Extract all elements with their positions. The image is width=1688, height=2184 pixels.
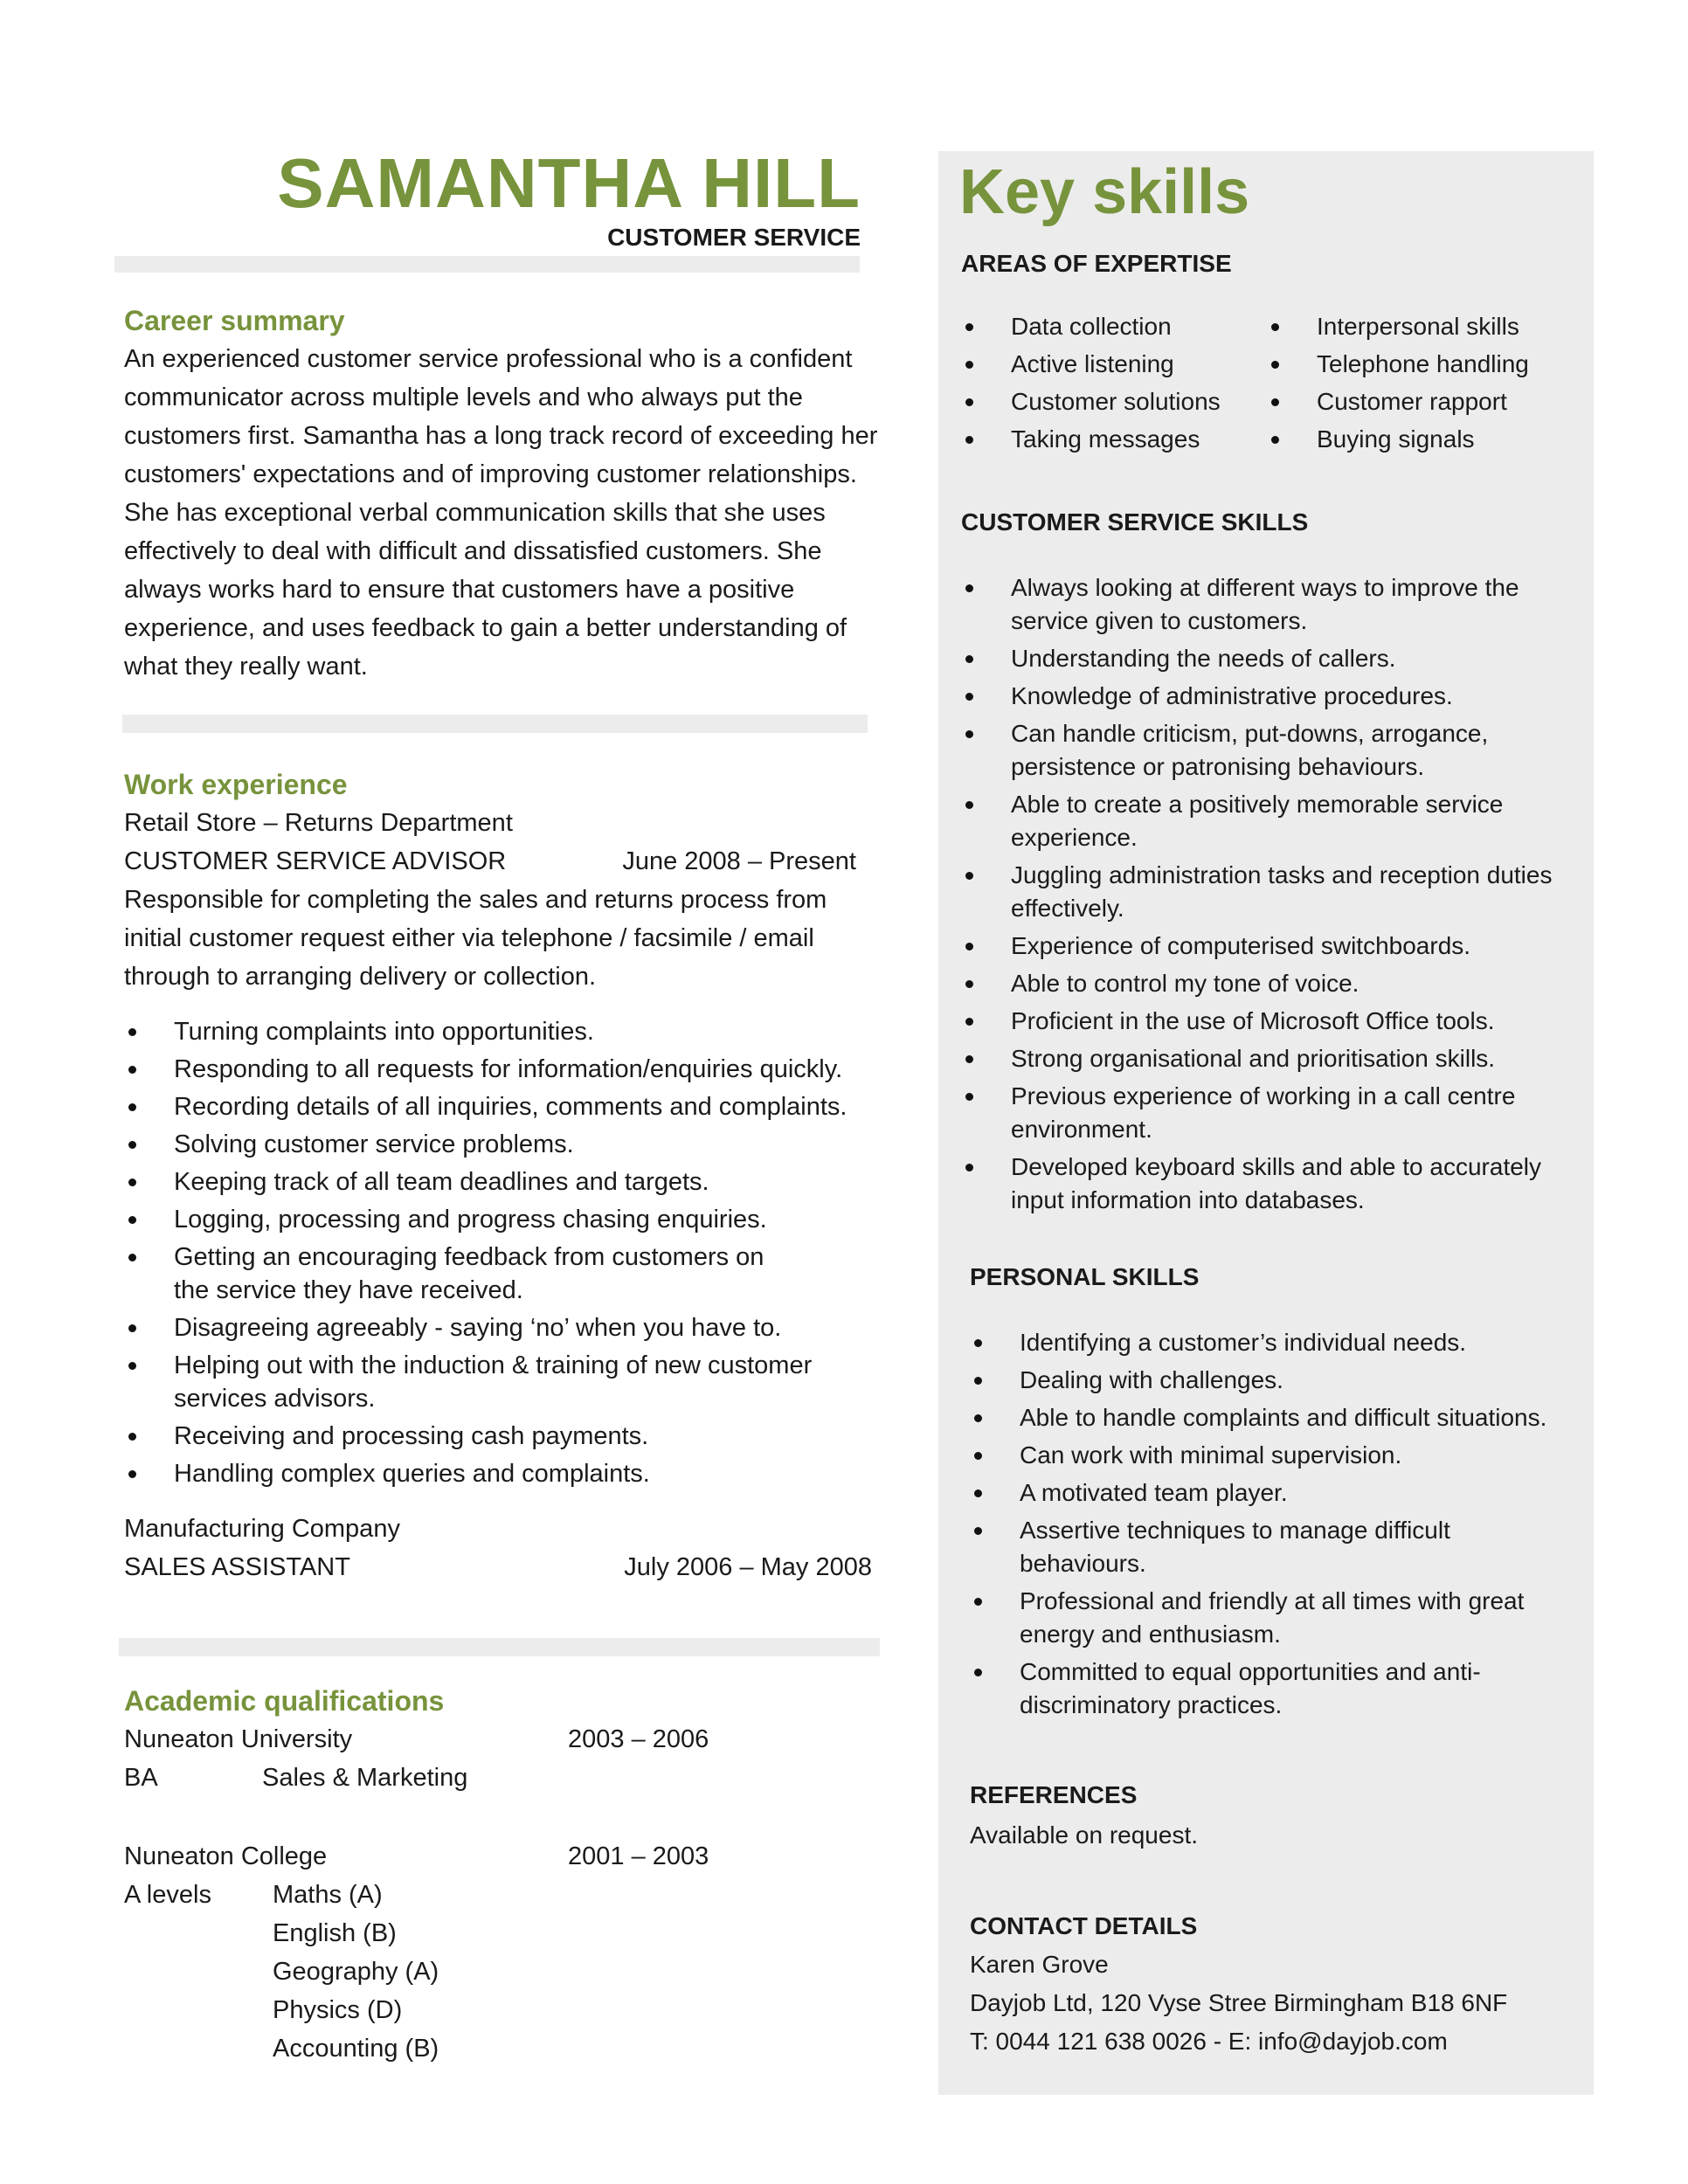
list-item: Always looking at different ways to improve the service given to customers. xyxy=(961,571,1553,638)
career-line: customers first. Samantha has a long track record of exceeding her xyxy=(124,422,878,450)
job1-title: CUSTOMER SERVICE ADVISOR xyxy=(124,847,507,875)
job1-desc-line: Responsible for completing the sales and returns process from xyxy=(124,886,827,914)
list-item: Can handle criticism, put-downs, arrogance, persistence or patronising behaviours. xyxy=(961,717,1553,784)
expertise-list-1 xyxy=(961,310,1267,460)
list-item: Assertive techniques to manage difficult behaviours. xyxy=(970,1514,1509,1580)
list-item: Recording details of all inquiries, comments and complaints. xyxy=(124,1090,849,1123)
list-item: Solving customer service problems. xyxy=(124,1128,849,1161)
career-line: effectively to deal with difficult and dissatisfied customers. She xyxy=(124,537,822,565)
career-line: what they really want. xyxy=(124,653,368,681)
key-skills-title: Key skills xyxy=(959,157,1250,227)
list-item: Interpersonal skills xyxy=(1267,310,1573,343)
list-item: Customer solutions xyxy=(961,385,1267,418)
list-item: Developed keyboard skills and able to accurately input information into databases. xyxy=(961,1151,1579,1217)
expertise-columns xyxy=(961,310,1573,460)
list-item: Knowledge of administrative procedures. xyxy=(961,680,1573,713)
list-item: Dealing with challenges. xyxy=(970,1364,1581,1397)
contact-phone-email: T: 0044 121 638 0026 - E: info@dayjob.com xyxy=(970,2028,1448,2055)
list-item: Can work with minimal supervision. xyxy=(970,1439,1581,1472)
college-level: A levels xyxy=(124,1881,211,1909)
list-item: Helping out with the induction & training of new customer services advisors. xyxy=(124,1349,838,1415)
academic-heading: Academic qualifications xyxy=(124,1685,445,1717)
college-level-row xyxy=(124,1876,884,2068)
list-item: Receiving and processing cash payments. xyxy=(124,1420,849,1453)
career-divider xyxy=(122,715,868,733)
uni-degree-row xyxy=(124,1759,884,1797)
uni-degree: BA xyxy=(124,1764,158,1792)
list-item: Getting an encouraging feedback from customers on the service they have received. xyxy=(124,1241,803,1307)
contact-address: Dayjob Ltd, 120 Vyse Stree Birmingham B18 6NF xyxy=(970,1989,1508,2016)
job1-description xyxy=(124,881,875,996)
career-line: She has exceptional verbal communication skills that she uses xyxy=(124,499,826,527)
college-name: Nuneaton College xyxy=(124,1842,328,1870)
list-item: Juggling administration tasks and reception duties effectively. xyxy=(961,859,1579,925)
header-divider xyxy=(114,256,860,273)
list-item: Able to create a positively memorable service experience. xyxy=(961,788,1553,854)
subject-item: English (B) xyxy=(273,1919,397,1947)
list-item: Turning complaints into opportunities. xyxy=(124,1015,849,1048)
customer-service-skills-section xyxy=(961,505,1573,1221)
job2-dates: July 2006 – May 2008 xyxy=(624,1553,872,1581)
customer-service-skills-list xyxy=(961,571,1573,1217)
list-item: Understanding the needs of callers. xyxy=(961,642,1573,675)
list-item: Keeping track of all team deadlines and targets. xyxy=(124,1165,849,1199)
expertise-section xyxy=(961,246,1573,460)
list-item: Customer rapport xyxy=(1267,385,1573,418)
work-divider xyxy=(119,1638,880,1656)
job1-company: Retail Store – Returns Department xyxy=(124,809,513,837)
career-line: experience, and uses feedback to gain a better understanding of xyxy=(124,614,847,642)
job1-desc-line: through to arranging delivery or collection. xyxy=(124,963,597,991)
job1-dates: June 2008 – Present xyxy=(622,847,856,875)
list-item: Identifying a customer’s individual needs. xyxy=(970,1326,1581,1359)
job2-title: SALES ASSISTANT xyxy=(124,1553,350,1581)
personal-skills-section xyxy=(970,1260,1581,1726)
work-experience-section xyxy=(124,765,875,1586)
contact-heading: CONTACT DETAILS xyxy=(970,1912,1198,1939)
list-item: Data collection xyxy=(961,310,1267,343)
list-item: Previous experience of working in a call centre environment. xyxy=(961,1080,1553,1146)
career-line: customers' expectations and of improving customer relationships. xyxy=(124,460,857,488)
personal-skills-heading: PERSONAL SKILLS xyxy=(970,1263,1200,1290)
list-item: Committed to equal opportunities and anti-discriminatory practices. xyxy=(970,1655,1561,1722)
subject-item: Geography (A) xyxy=(273,1958,439,1986)
career-line: communicator across multiple levels and who always put the xyxy=(124,384,803,411)
list-item: Handling complex queries and complaints. xyxy=(124,1457,849,1490)
list-item: Experience of computerised switchboards. xyxy=(961,930,1573,963)
uni-row xyxy=(124,1720,884,1759)
list-item: Professional and friendly at all times with great energy and enthusiasm. xyxy=(970,1585,1579,1651)
list-item: Active listening xyxy=(961,348,1267,381)
list-item: Buying signals xyxy=(1267,423,1573,456)
career-line: always works hard to ensure that customers have a positive xyxy=(124,576,795,604)
references-heading: REFERENCES xyxy=(970,1781,1138,1808)
candidate-name: SAMANTHA HILL xyxy=(277,144,861,222)
uni-subject: Sales & Marketing xyxy=(262,1764,468,1792)
college-row xyxy=(124,1837,884,1876)
job1-desc-line: initial customer request either via telephone / facsimile / email xyxy=(124,924,814,952)
list-item: Taking messages xyxy=(961,423,1267,456)
list-item: Responding to all requests for information/enquiries quickly. xyxy=(124,1053,849,1086)
college-subjects xyxy=(273,1876,439,2068)
customer-service-skills-heading: CUSTOMER SERVICE SKILLS xyxy=(961,508,1309,536)
subject-item: Physics (D) xyxy=(273,1996,403,2024)
job2-company: Manufacturing Company xyxy=(124,1515,400,1543)
list-item: Logging, processing and progress chasing enquiries. xyxy=(124,1203,849,1236)
contact-section xyxy=(970,1907,1581,2061)
subject-item: Maths (A) xyxy=(273,1881,383,1909)
job1-title-row xyxy=(124,842,856,881)
academic-section xyxy=(124,1682,884,2068)
uni-name: Nuneaton University xyxy=(124,1725,353,1753)
career-summary-text xyxy=(124,340,884,686)
list-item: Disagreeing agreeably - saying ‘no’ when you have to. xyxy=(124,1311,849,1344)
college-dates: 2001 – 2003 xyxy=(568,1842,709,1870)
personal-skills-list xyxy=(970,1326,1581,1722)
career-summary-section xyxy=(124,301,884,686)
career-summary-heading: Career summary xyxy=(124,305,345,336)
career-line: An experienced customer service professional who is a confident xyxy=(124,345,853,373)
contact-name: Karen Grove xyxy=(970,1951,1109,1978)
list-item: Able to handle complaints and difficult situations. xyxy=(970,1401,1581,1434)
list-item: Strong organisational and prioritisation skills. xyxy=(961,1042,1573,1075)
list-item: Able to control my tone of voice. xyxy=(961,967,1573,1000)
expertise-heading: AREAS OF EXPERTISE xyxy=(961,250,1232,277)
uni-dates: 2003 – 2006 xyxy=(568,1725,709,1753)
job2-title-row xyxy=(124,1548,872,1586)
references-text: Available on request. xyxy=(970,1821,1198,1849)
candidate-role: CUSTOMER SERVICE xyxy=(607,224,861,251)
list-item: A motivated team player. xyxy=(970,1476,1581,1510)
expertise-list-2 xyxy=(1267,310,1573,460)
subject-item: Accounting (B) xyxy=(273,2035,439,2063)
list-item: Proficient in the use of Microsoft Office tools. xyxy=(961,1005,1573,1038)
job1-duties-list xyxy=(124,1015,849,1490)
work-experience-heading: Work experience xyxy=(124,769,348,800)
references-section xyxy=(970,1775,1581,1856)
list-item: Telephone handling xyxy=(1267,348,1573,381)
